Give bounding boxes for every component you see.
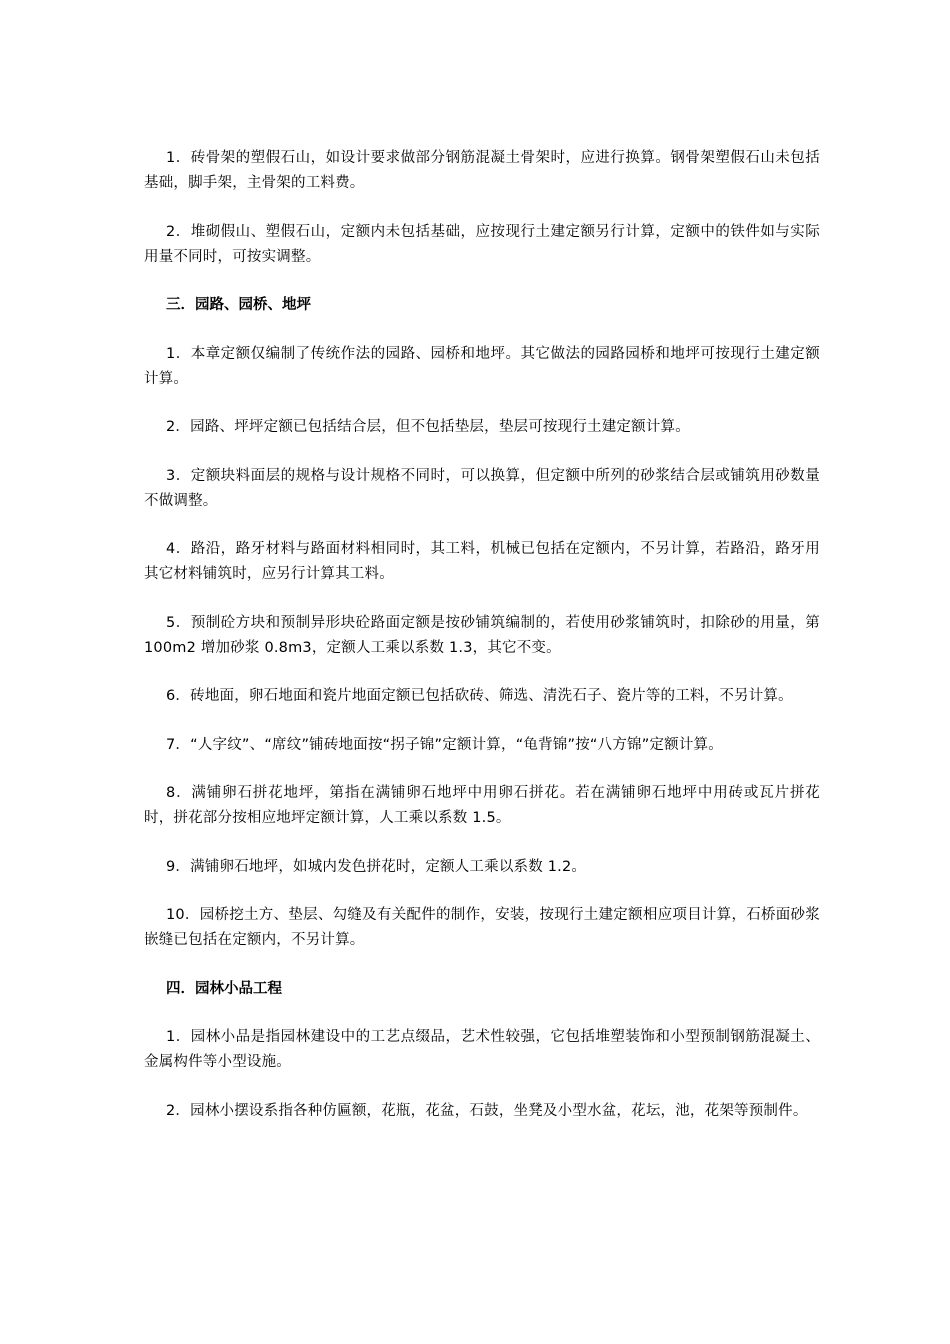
- paragraph-3-9: 9．满铺卵石地坪，如城内发色拼花时，定额人工乘以系数 1.2。: [166, 858, 587, 875]
- paragraph-1: 1．砖骨架的塑假石山，如设计要求做部分钢筋混凝土骨架时，应进行换算。钢骨架塑假石山未包括基础，脚手架，主骨架的工料费。: [144, 150, 820, 191]
- paragraph-3-10: 10．园桥挖土方、垫层、勾缝及有关配件的制作，安装，按现行土建定额相应项目计算，石桥面砂浆嵌缝已包括在定额内，不另计算。: [144, 907, 820, 948]
- paragraph-4-1: 1．园林小品是指园林建设中的工艺点缀品，艺术性较强，它包括堆塑装饰和小型预制钢筋混凝土、金属构件等小型设施。: [144, 1029, 820, 1070]
- paragraph-3-1: 1．本章定额仅编制了传统作法的园路、园桥和地坪。其它做法的园路园桥和地坪可按现行土建定额计算。: [144, 345, 820, 387]
- paragraph-3-4: 4．路沿，路牙材料与路面材料相同时，其工料，机械已包括在定额内，不另计算，若路沿，路牙用其它材料铺筑时，应另行计算其工料。: [144, 541, 820, 582]
- paragraph-3-7: 7．“人字纹”、“席纹”铺砖地面按“拐子锦”定额计算，“龟背锦”按“八方锦”定额计算。: [166, 736, 723, 753]
- paragraph-2: 2．堆砌假山、塑假石山，定额内未包括基础，应按现行土建定额另行计算，定额中的铁件如与实际用量不同时，可按实调整。: [144, 223, 820, 265]
- document-page: [144, 146, 820, 1147]
- paragraph-3-3: 3．定额块料面层的规格与设计规格不同时，可以换算，但定额中所列的砂浆结合层或铺筑用砂数量不做调整。: [144, 467, 820, 509]
- paragraph-3-6: 6．砖地面，卵石地面和瓷片地面定额已包括砍砖、筛选、清洗石子、瓷片等的工料，不另计算。: [166, 688, 793, 704]
- paragraph-4-2: 2．园林小摆设系指各种仿匾额，花瓶，花盆，石鼓，坐凳及小型水盆，花坛，池，花架等预制件。: [166, 1102, 808, 1119]
- paragraph-3-8: 8．满铺卵石拼花地坪，第指在满铺卵石地坪中用卵石拼花。若在满铺卵石地坪中用砖或瓦片拼花时，拼花部分按相应地坪定额计算，人工乘以系数 1.5。: [144, 785, 820, 826]
- paragraph-3-2: 2．园路、坪坪定额已包括结合层，但不包括垫层，垫层可按现行土建定额计算。: [166, 419, 690, 435]
- paragraph-3-5: 5．预制砼方块和预制异形块砼路面定额是按砂铺筑编制的，若使用砂浆铺筑时，扣除砂的用量，第 100m2 增加砂浆 0.8m3，定额人工乘以系数 1.3，其它不变。: [144, 614, 820, 656]
- section-heading-4: 四．园林小品工程: [166, 980, 282, 997]
- section-heading-3: 三．园路、园桥、地坪: [166, 297, 311, 313]
